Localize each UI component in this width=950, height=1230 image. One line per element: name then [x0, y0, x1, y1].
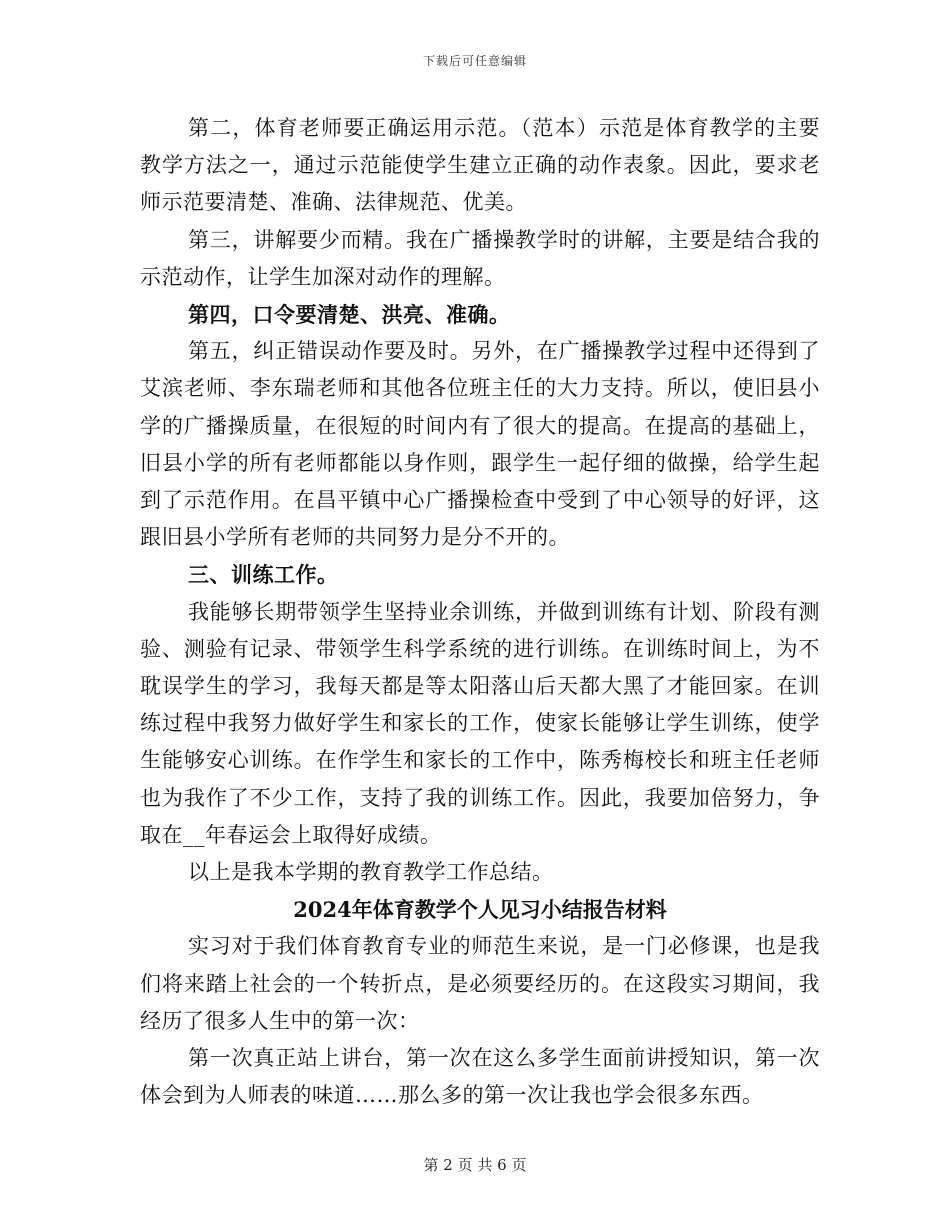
paragraph-4-heading: 第四，口令要清楚、洪亮、准确。: [188, 302, 511, 328]
section-title: 2024年体育教学个人见习小结报告材料: [293, 897, 667, 923]
page-footer: 第 2 页 共 6 页: [423, 1156, 527, 1174]
paragraph-internship-firsts: 第一次真正站上讲台，第一次在这么多学生面前讲授知识，第一次体会到为人师表的味道……那么多的第一次让我也学会很多东西。: [140, 1046, 820, 1108]
document-body: [140, 110, 820, 1114]
paragraph-3: 第三，讲解要少而精。我在广播操教学时的讲解，主要是结合我的示范动作，让学生加深对动作的理解。: [140, 227, 820, 289]
paragraph-internship-intro: 实习对于我们体育教育专业的师范生来说，是一门必修课，也是我们将来踏上社会的一个转折点，是必须要经历的。在这段实习期间，我经历了很多人生中的第一次：: [140, 934, 820, 1033]
paragraph-5: 第五，纠正错误动作要及时。另外，在广播操教学过程中还得到了艾滨老师、李东瑞老师和其他各位班主任的大力支持。所以，使旧县小学的广播操质量，在很短的时间内有了很大的提高。在提高的基础上，旧县小学的所有老师都能以身作则，跟学生一起仔细的做操，给学生起到了示范作用。在昌平镇中心广播操检查中受到了中心领导的好评，这跟旧县小学所有老师的共同努力是分不开的。: [140, 339, 820, 550]
section-heading-training: 三、训练工作。: [188, 562, 339, 588]
paragraph-training: 我能够长期带领学生坚持业余训练，并做到训练有计划、阶段有测验、测验有记录、带领学生科学系统的进行训练。在训练时间上，为不耽误学生的学习，我每天都是等太阳落山后天都大黑了才能回家。在训练过程中我努力做好学生和家长的工作，使家长能够让学生训练，使学生能够安心训练。在作学生和家长的工作中，陈秀梅校长和班主任老师也为我作了不少工作，支持了我的训练工作。因此，我要加倍努力，争取在__年春运会上取得好成绩。: [140, 599, 820, 847]
paragraph-summary: 以上是我本学期的教育教学工作总结。: [188, 860, 554, 885]
paragraph-2: 第二，体育老师要正确运用示范。（范本）示范是体育教学的主要教学方法之一，通过示范能使学生建立正确的动作表象。因此，要求老师示范要清楚、准确、法律规范、优美。: [140, 116, 820, 215]
page-header: 下载后可任意编辑: [422, 54, 527, 68]
